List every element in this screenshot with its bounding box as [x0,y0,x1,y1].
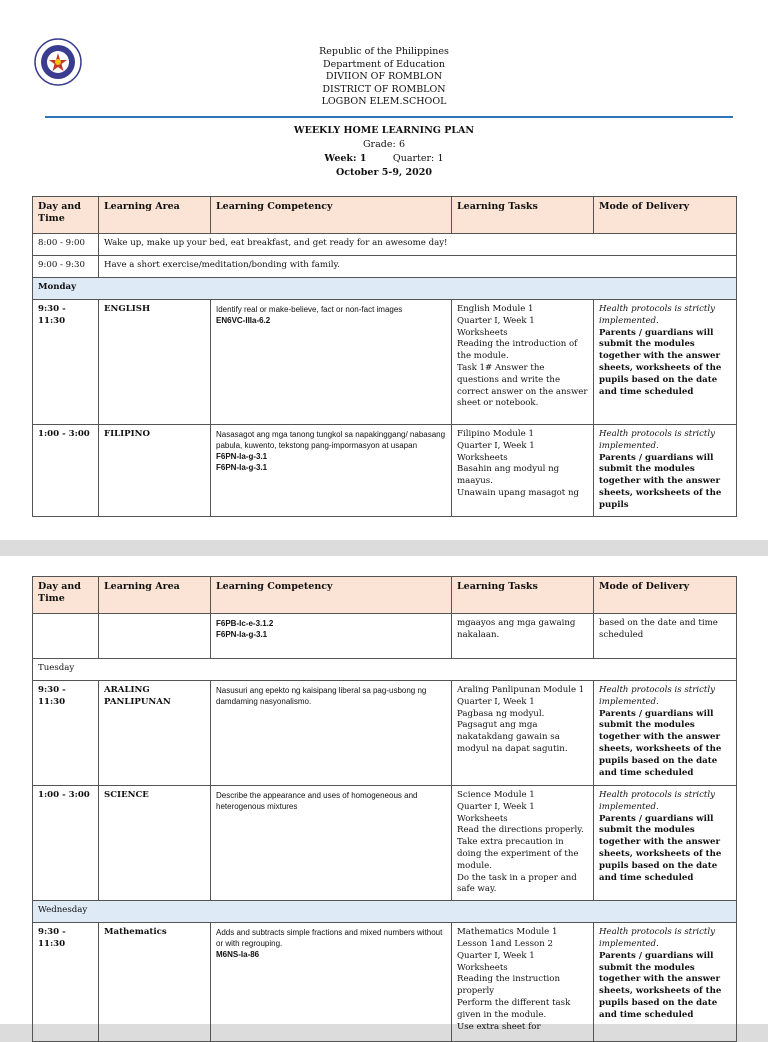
school-header [0,46,768,109]
competency-text: Nasasagot ang mga tanong tungkol sa napakinggang/ nabasang pabula, kuwento, tekstong pang-impormasyon at usapan [216,430,446,450]
plan-title: WEEKLY HOME LEARNING PLAN [293,125,475,136]
col-header-mode: Mode of Delivery [594,197,737,234]
area-cell [99,614,211,659]
time-cell: 9:30 - 11:30 [33,300,99,425]
tasks-cell: mgaayos ang mga gawaing nakalaan. [452,614,594,659]
competency-text: Identify real or make-believe, fact or non-fact images [216,305,403,314]
quarter-label: Quarter: [392,153,435,164]
mode-cell [594,300,737,425]
grade-value: 6 [398,139,406,150]
col-header-mode: Mode of Delivery [594,577,737,614]
mode-cell [594,681,737,786]
week-value: 1 [359,153,367,164]
competency-cell [211,681,452,786]
table-header-row [33,197,737,234]
week-label: Week: [324,153,357,164]
plan-title-block [0,124,768,180]
tasks-cell: Filipino Module 1 Quarter I, Week 1 Worksheets Basahin ang modyul ng maayus. Unawain upang masagot ng [452,425,594,517]
mode-instructions: Parents / guardians will submit the modules together with the answer sheets, worksheets of the pupils based on the date and time scheduled [599,708,722,778]
col-header-learning-area: Learning Area [99,197,211,234]
mode-protocol-note: Health protocols is strictly implemented. [599,429,715,451]
quarter-value: 1 [437,153,444,164]
tasks-cell: English Module 1 Quarter I, Week 1 Worksheets Reading the introduction of the module. Task 1# Answer the questions and write the correct answer on the answer sheet or notebook. [452,300,594,425]
grade-label: Grade: [362,139,396,150]
col-header-day-time: Day and Time [33,577,99,614]
time-cell: 9:30 - 11:30 [33,923,99,1042]
tasks-cell: Science Module 1 Quarter I, Week 1 Worksheets Read the directions properly. Take extra precaution in doing the experiment of the module. Do the task in a proper and safe way. [452,786,594,901]
table-row [33,234,737,256]
mode-protocol-note: Health protocols is strictly implemented. [599,304,715,326]
plan-dates: October 5-9, 2020 [335,167,432,178]
mode-instructions: Parents / guardians will submit the modules together with the answer sheets, worksheets of the pupils based on the date and time scheduled [599,950,722,1020]
time-cell: 9:00 - 9:30 [33,256,99,278]
table-row [33,786,737,901]
competency-cell [211,300,452,425]
col-header-tasks: Learning Tasks [452,197,594,234]
day-row-monday [33,278,737,300]
table-row-continued [33,614,737,659]
table-row [33,681,737,786]
time-cell: 9:30 - 11:30 [33,681,99,786]
table-header-row [33,577,737,614]
mode-cell [594,425,737,517]
area-cell: ARALING PANLIPUNAN [99,681,211,786]
header-line: Republic of the Philippines [319,46,449,57]
competency-text: Adds and subtracts simple fractions and mixed numbers without or with regrouping. [216,928,443,949]
table-row [33,425,737,517]
mode-instructions: Parents / guardians will submit the modules together with the answer sheets, worksheets of the pupils based on the date and time scheduled [599,813,722,883]
area-cell: FILIPINO [99,425,211,517]
grade-line [0,138,768,152]
mode-cell [594,786,737,901]
area-cell: ENGLISH [99,300,211,425]
competency-code: F6PB-Ic-e-3.1.2 F6PN-Ia-g-3.1 [216,619,274,639]
mode-protocol-note: Health protocols is strictly implemented. [599,685,715,707]
mode-cell: based on the date and time scheduled [594,614,737,659]
activity-cell: Wake up, make up your bed, eat breakfast, and get ready for an awesome day! [99,234,737,256]
time-cell [33,614,99,659]
header-line: Department of Education [323,58,445,70]
table-row [33,300,737,425]
col-header-competency: Learning Competency [211,577,452,614]
header-line: DIVIION OF ROMBLON [325,71,443,82]
time-cell: 8:00 - 9:00 [33,234,99,256]
competency-cell [211,614,452,659]
competency-text: Nasusuri ang epekto ng kaisipang liberal sa pag-usbong ng damdaming nasyonalismo. [216,686,427,706]
competency-text: Describe the appearance and uses of homogeneous and heterogenous mixtures [216,791,418,811]
day-label: Wednesday [33,901,737,923]
competency-cell [211,786,452,901]
tasks-cell: Araling Panlipunan Module 1 Quarter I, Week 1 Pagbasa ng modyul. Pagsagut ang mga nakatakdang gawain sa modyul na dapat sagutin. [452,681,594,786]
mode-instructions: Parents / guardians will submit the modules together with the answer sheets, worksheets of the pupils [599,452,722,510]
area-cell: Mathematics [99,923,211,1042]
activity-cell: Have a short exercise/meditation/bonding with family. [99,256,737,278]
col-header-learning-area: Learning Area [99,577,211,614]
area-cell: SCIENCE [99,786,211,901]
col-header-competency: Learning Competency [211,197,452,234]
day-row-tuesday [33,659,737,681]
competency-code: F6PN-Ia-g-3.1 F6PN-Ia-g-3.1 [216,452,268,472]
mode-protocol-note: Health protocols is strictly implemented. [599,927,715,949]
time-cell: 1:00 - 3:00 [33,425,99,517]
day-label: Monday [33,278,737,300]
competency-code: EN6VC-IIIa-6.2 [216,316,271,325]
day-row-wednesday [33,901,737,923]
day-label: Tuesday [33,659,737,681]
competency-code: M6NS-Ia-86 [216,950,260,960]
learning-plan-table-2 [32,576,737,1042]
tasks-cell: Mathematics Module 1 Lesson 1and Lesson 2 Quarter I, Week 1 Worksheets Reading the instruction properly Perform the different task given in the module. Use extra sheet for [452,923,594,1042]
header-divider [45,116,733,118]
mode-protocol-note: Health protocols is strictly implemented. [599,790,715,812]
time-cell: 1:00 - 3:00 [33,786,99,901]
col-header-day-time: Day and Time [33,197,99,234]
table-row [33,256,737,278]
header-line: LOGBON ELEM.SCHOOL [321,96,447,107]
col-header-tasks: Learning Tasks [452,577,594,614]
learning-plan-table-1 [32,196,737,517]
week-quarter-line [0,152,768,166]
competency-cell [211,425,452,517]
header-line: DISTRICT OF ROMBLON [322,83,446,95]
mode-instructions: Parents / guardians will submit the modules together with the answer sheets, worksheets of the pupils based on the date and time scheduled [599,327,722,397]
